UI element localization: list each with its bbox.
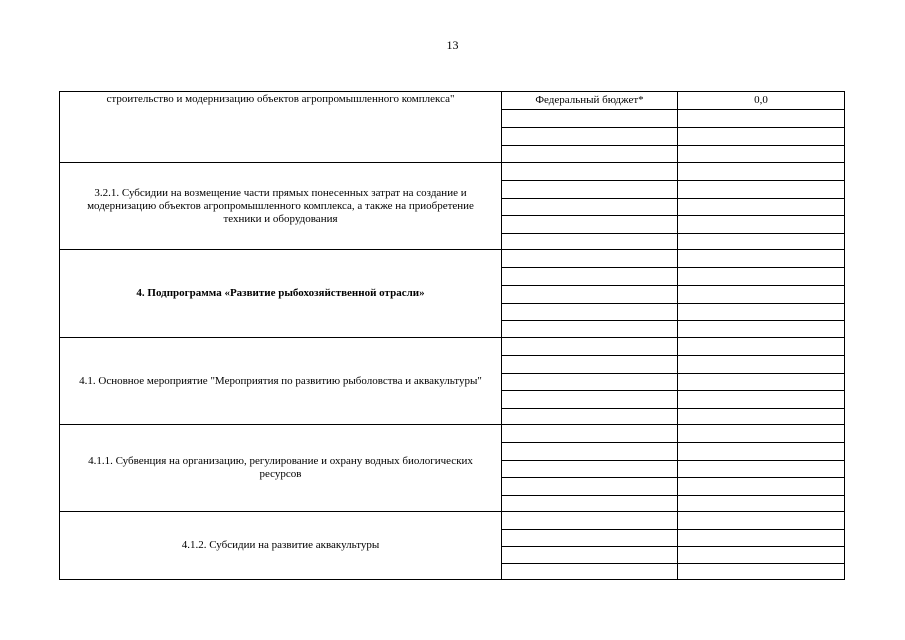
value-cell [678, 338, 844, 355]
funding-source-cell [502, 409, 678, 425]
value-cell [678, 547, 844, 563]
funding-source-cell [502, 443, 678, 460]
table-row [502, 425, 844, 442]
table-row [502, 460, 844, 477]
section-description: строительство и модернизацию объектов агропромышленного комплекса" [60, 92, 502, 162]
table-row [502, 338, 844, 355]
table-row [502, 145, 844, 162]
section-description: 4.1. Основное мероприятие "Мероприятия по развитию рыболовства и аквакультуры" [60, 338, 502, 424]
table-section [60, 162, 844, 249]
table-row [502, 198, 844, 215]
table-row [502, 390, 844, 408]
value-cell [678, 478, 844, 495]
value-cell [678, 374, 844, 390]
value-cell [678, 409, 844, 425]
funding-source-cell [502, 547, 678, 563]
value-cell [678, 110, 844, 127]
page-number: 13 [446, 38, 459, 52]
table-row [502, 163, 844, 180]
value-cell [678, 216, 844, 233]
value-cell [678, 356, 844, 373]
funding-source-cell: Федеральный бюджет* [502, 92, 678, 109]
table-row [502, 285, 844, 303]
value-cell [678, 321, 844, 338]
table-row [502, 563, 844, 580]
funding-source-cell [502, 250, 678, 267]
table-row [502, 180, 844, 198]
value-cell [678, 304, 844, 320]
value-cell [678, 181, 844, 198]
value-cell [678, 268, 844, 285]
table-row [502, 127, 844, 145]
table-row [502, 477, 844, 495]
value-cell [678, 234, 844, 250]
value-cell [678, 443, 844, 460]
table-row [502, 233, 844, 250]
funding-source-cell [502, 512, 678, 529]
funding-source-cell [502, 163, 678, 180]
funding-source-cell [502, 391, 678, 408]
funding-source-cell [502, 234, 678, 250]
table-row [502, 215, 844, 233]
value-cell [678, 425, 844, 442]
table-section [60, 424, 844, 511]
funding-source-cell [502, 338, 678, 355]
section-description: 4.1.2. Субсидии на развитие аквакультуры [60, 512, 502, 579]
funding-source-cell [502, 496, 678, 512]
budget-table [59, 91, 845, 580]
value-cell [678, 250, 844, 267]
value-cell [678, 163, 844, 180]
section-description: 4.1.1. Субвенция на организацию, регулирование и охрану водных биологических ресурсов [60, 425, 502, 511]
funding-source-cell [502, 216, 678, 233]
funding-source-cell [502, 530, 678, 546]
value-cell: 0,0 [754, 94, 768, 106]
table-row [502, 495, 844, 512]
table-section [60, 92, 844, 162]
value-cell [678, 564, 844, 580]
funding-source-cell [502, 286, 678, 303]
table-row [502, 512, 844, 529]
table-row [502, 92, 844, 109]
table-section [60, 249, 844, 337]
funding-source-cell [502, 110, 678, 127]
funding-source-cell [502, 425, 678, 442]
table-row [502, 546, 844, 563]
table-row [502, 250, 844, 267]
funding-source-cell [502, 478, 678, 495]
value-cell [678, 530, 844, 546]
value-cell [678, 146, 844, 162]
value-cell [678, 496, 844, 512]
value-cell [678, 128, 844, 145]
table-row [502, 109, 844, 127]
table-row [502, 355, 844, 373]
value-cell [678, 199, 844, 215]
table-row [502, 529, 844, 546]
value-cell [678, 391, 844, 408]
table-section [60, 337, 844, 424]
table-row [502, 320, 844, 338]
section-description: 3.2.1. Субсидии на возмещение части прямых понесенных затрат на создание и модернизацию объектов агропромышленного комплекса, а также на приобретение техники и оборудования [60, 163, 502, 249]
table-row [502, 408, 844, 425]
funding-source-cell [502, 374, 678, 390]
funding-source-cell [502, 199, 678, 215]
value-cell [678, 512, 844, 529]
funding-source-cell [502, 321, 678, 338]
table-row [502, 442, 844, 460]
table-row [502, 303, 844, 320]
funding-source-cell [502, 181, 678, 198]
funding-source-cell [502, 268, 678, 285]
funding-source-cell [502, 461, 678, 477]
table-row [502, 373, 844, 390]
value-cell [678, 461, 844, 477]
funding-source-cell [502, 128, 678, 145]
value-cell [678, 286, 844, 303]
funding-source-cell [502, 304, 678, 320]
table-section [60, 511, 844, 579]
funding-source-cell [502, 564, 678, 580]
table-row [502, 267, 844, 285]
funding-source-cell [502, 356, 678, 373]
section-description: 4. Подпрограмма «Развитие рыбохозяйственной отрасли» [60, 250, 502, 337]
funding-source-cell [502, 146, 678, 162]
